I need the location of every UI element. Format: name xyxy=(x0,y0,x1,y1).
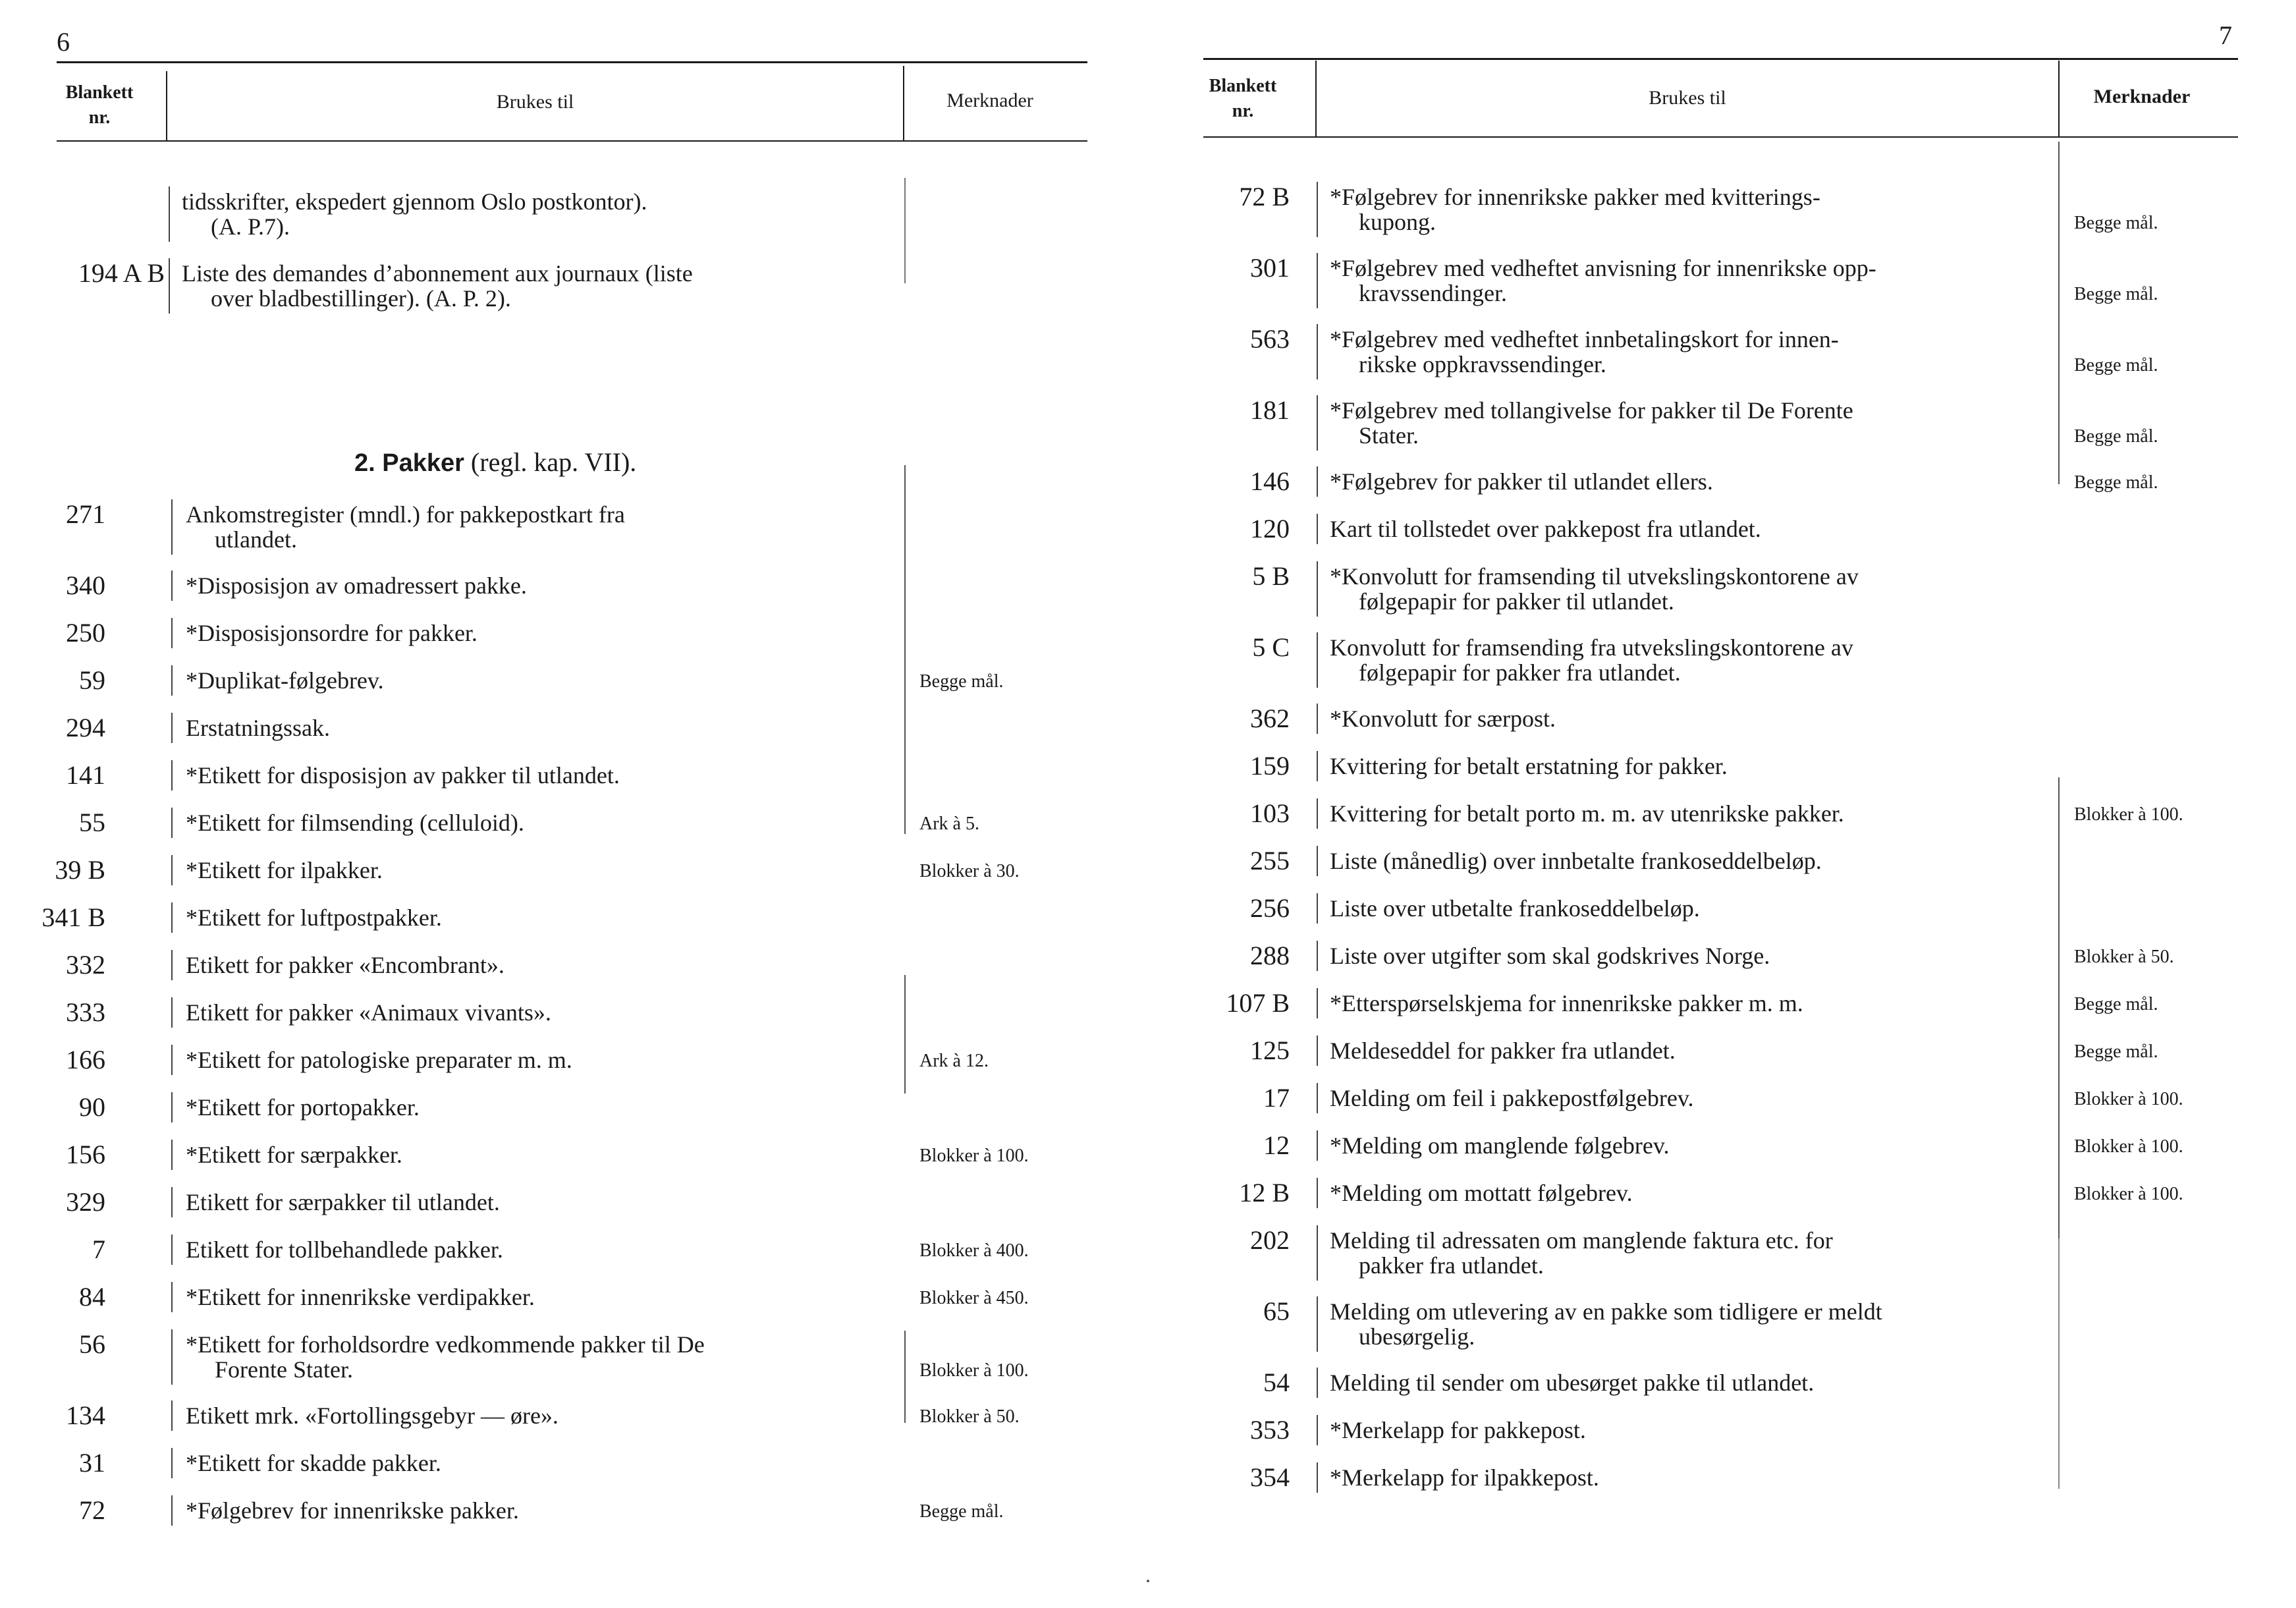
header-blankett-nr: Blankett nr. xyxy=(1209,76,1277,121)
entry-line: *Etikett for portopakker. xyxy=(186,1094,420,1121)
remark: Blokker à 100. xyxy=(2074,1184,2183,1204)
entry-description xyxy=(186,763,897,788)
entry-line: *Etikett for disposisjon av pakker til utlandet. xyxy=(186,762,620,789)
column-divider xyxy=(171,1400,173,1431)
remark: Blokker à 30. xyxy=(919,861,1020,881)
blankett-number: 59 xyxy=(79,665,105,695)
entry-line: rikske oppkravssendinger. xyxy=(1359,351,1606,377)
entry-description xyxy=(186,621,897,646)
column-divider xyxy=(1317,1036,1318,1066)
entry-line: kupong. xyxy=(1359,209,1436,235)
entry-description xyxy=(1330,991,2054,1016)
entry-line: Etikett for særpakker til utlandet. xyxy=(186,1189,500,1215)
blankett-number: 255 xyxy=(1250,846,1290,875)
blankett-number: 134 xyxy=(66,1400,105,1430)
entry-description xyxy=(186,502,897,552)
blankett-number: 12 B xyxy=(1239,1178,1290,1207)
blankett-number: 103 xyxy=(1250,798,1290,828)
entry-description xyxy=(1330,896,2054,921)
column-divider xyxy=(1317,561,1318,617)
entry-line: *Disposisjonsordre for pakker. xyxy=(186,620,478,646)
blankett-number: 362 xyxy=(1250,704,1290,733)
column-divider xyxy=(1317,1225,1318,1281)
entry-line: Erstatningssak. xyxy=(186,715,330,741)
entry-line: pakker fra utlandet. xyxy=(1359,1252,1544,1279)
entry-line: Liste (månedlig) over innbetalte frankoseddelbeløp. xyxy=(1330,848,1822,874)
blankett-number: 159 xyxy=(1250,751,1290,781)
notes-divider xyxy=(904,1331,906,1423)
header-blankett-nr: Blankett nr. xyxy=(65,82,134,128)
header-brukes-til: Brukes til xyxy=(1649,87,1726,109)
remark: Ark à 5. xyxy=(919,814,979,834)
column-divider xyxy=(169,186,170,242)
entry-line: Etikett mrk. «Fortollingsgebyr — øre». xyxy=(186,1402,559,1429)
header-top-rule xyxy=(57,61,1087,63)
right-page xyxy=(1148,0,2296,1608)
entry-description xyxy=(186,1332,897,1382)
column-divider xyxy=(171,1092,173,1123)
entry-description xyxy=(186,1285,897,1310)
entry-line: Forente Stater. xyxy=(215,1356,353,1383)
entry-description xyxy=(1330,635,2054,685)
entry-line: Melding til sender om ubesørget pakke til utlandet. xyxy=(1330,1370,1815,1396)
remark: Begge mål. xyxy=(2074,284,2158,304)
blankett-number: 54 xyxy=(1263,1368,1290,1397)
column-divider xyxy=(171,570,173,601)
entry-line: Liste over utgifter som skal godskrives Norge. xyxy=(1330,943,1770,969)
entry-line: *Etikett for særpakker. xyxy=(186,1142,402,1168)
column-divider xyxy=(171,855,173,885)
remark: Begge mål. xyxy=(919,671,1004,692)
column-divider xyxy=(171,665,173,696)
remark: Blokker à 100. xyxy=(2074,1089,2183,1109)
entry-line: Kvittering for betalt erstatning for pakker. xyxy=(1330,753,1728,779)
remark: Begge mål. xyxy=(919,1501,1004,1522)
entry-line: Etikett for tollbehandlede pakker. xyxy=(186,1236,503,1263)
column-divider xyxy=(1317,1368,1318,1398)
entry-description xyxy=(186,1000,897,1025)
column-divider xyxy=(171,1448,173,1478)
remark: Blokker à 100. xyxy=(919,1360,1029,1381)
entry-description xyxy=(1330,754,2054,779)
blankett-number: 333 xyxy=(66,997,105,1027)
entry-description xyxy=(1330,469,2054,494)
entry-line: tidsskrifter, ekspedert gjennom Oslo postkontor). xyxy=(182,188,647,215)
entry-description xyxy=(1330,1299,2054,1349)
blankett-number: 271 xyxy=(66,499,105,529)
entry-description xyxy=(1330,1133,2054,1158)
column-divider xyxy=(171,1045,173,1075)
column-divider xyxy=(171,808,173,838)
entry-line: Ankomstregister (mndl.) for pakkepostkart fra xyxy=(186,501,625,528)
column-divider xyxy=(1317,798,1318,829)
header-brukes-til: Brukes til xyxy=(496,91,574,113)
entry-description xyxy=(186,1095,897,1120)
header-bottom-rule xyxy=(57,140,1087,142)
entry-description xyxy=(186,1142,897,1167)
entry-line: *Etikett for patologiske preparater m. m. xyxy=(186,1047,572,1073)
blankett-number: 55 xyxy=(79,808,105,837)
entry-line: *Etikett for skadde pakker. xyxy=(186,1450,441,1476)
blankett-number: 340 xyxy=(66,570,105,600)
entry-description xyxy=(1330,398,2054,448)
remark: Blokker à 50. xyxy=(2074,947,2174,967)
entry-line: Etikett for pakker «Animaux vivants». xyxy=(186,999,551,1026)
remark: Blokker à 50. xyxy=(919,1406,1020,1427)
header-merknader: Merknader xyxy=(946,90,1033,111)
blankett-number: 329 xyxy=(66,1187,105,1217)
entry-line: *Etikett for filmsending (celluloid). xyxy=(186,810,524,836)
entry-description xyxy=(1330,516,2054,541)
entry-description xyxy=(1330,1465,2054,1490)
entry-line: *Disposisjon av omadressert pakke. xyxy=(186,572,527,599)
column-divider xyxy=(1317,253,1318,308)
remark: Begge mål. xyxy=(2074,426,2158,447)
column-divider xyxy=(1317,1083,1318,1113)
column-divider xyxy=(1317,1178,1318,1208)
column-divider xyxy=(1317,751,1318,781)
entry-line: Kart til tollstedet over pakkepost fra utlandet. xyxy=(1330,516,1761,542)
blankett-number: 17 xyxy=(1263,1083,1290,1113)
column-divider xyxy=(171,1282,173,1312)
entry-description xyxy=(186,573,897,598)
entry-description xyxy=(1330,1086,2054,1111)
blankett-number: 5 B xyxy=(1252,561,1290,591)
column-divider xyxy=(171,1187,173,1217)
remark: Ark à 12. xyxy=(919,1051,989,1071)
blankett-number: 56 xyxy=(79,1329,105,1359)
blankett-number: 156 xyxy=(66,1140,105,1169)
entry-line: *Følgebrev med vedheftet anvisning for innenrikske opp- xyxy=(1330,255,1876,281)
column-divider xyxy=(1317,1415,1318,1445)
remark: Begge mål. xyxy=(2074,994,2158,1014)
blankett-number: 72 B xyxy=(1239,182,1290,211)
entry-description xyxy=(1330,327,2054,377)
entry-line: *Etikett for luftpostpakker. xyxy=(186,904,442,931)
entry-description xyxy=(186,810,897,835)
blankett-number: 72 xyxy=(79,1495,105,1525)
entry-line: kravssendinger. xyxy=(1359,280,1507,306)
column-divider xyxy=(1317,893,1318,924)
entry-line: *Merkelapp for ilpakkepost. xyxy=(1330,1464,1599,1491)
column-divider xyxy=(1317,514,1318,544)
blankett-number: 146 xyxy=(1250,466,1290,496)
section-title-rest: (regl. kap. VII). xyxy=(464,447,637,477)
entry-line: *Melding om manglende følgebrev. xyxy=(1330,1132,1670,1159)
entry-line: (A. P.7). xyxy=(211,213,290,240)
blankett-number: 202 xyxy=(1250,1225,1290,1255)
entry-description xyxy=(186,1047,897,1072)
entry-line: *Melding om mottatt følgebrev. xyxy=(1330,1180,1633,1206)
remark: Blokker à 100. xyxy=(2074,804,2183,825)
entry-description xyxy=(186,905,897,930)
blankett-number: 166 xyxy=(66,1045,105,1074)
notes-divider xyxy=(2058,142,2060,484)
blankett-number: 39 B xyxy=(55,855,105,885)
entry-description xyxy=(1330,184,2054,235)
column-divider xyxy=(171,499,173,555)
column-divider xyxy=(1317,988,1318,1018)
column-divider xyxy=(171,713,173,743)
page-number: 6 xyxy=(57,27,70,57)
column-divider xyxy=(171,902,173,933)
column-divider xyxy=(171,618,173,648)
section-title-bold: 2. Pakker xyxy=(354,449,464,477)
column-divider xyxy=(1317,1462,1318,1493)
column-divider xyxy=(1317,324,1318,379)
blankett-number: 353 xyxy=(1250,1415,1290,1445)
blankett-number: 354 xyxy=(1250,1462,1290,1492)
column-divider xyxy=(1317,395,1318,451)
notes-divider xyxy=(2058,1238,2060,1489)
page-mark xyxy=(1147,1580,1149,1582)
page-number: 7 xyxy=(2219,20,2232,50)
entry-description xyxy=(186,1451,897,1476)
entry-description xyxy=(1330,1370,2054,1395)
entry-description xyxy=(1330,801,2054,826)
entry-line: *Konvolutt for framsending til utvekslingskontorene av xyxy=(1330,563,1859,590)
entry-line: *Etterspørselskjema for innenrikske pakker m. m. xyxy=(1330,990,1803,1016)
column-divider xyxy=(169,258,170,314)
entry-description xyxy=(186,715,897,740)
blankett-number: 5 C xyxy=(1252,632,1290,662)
remark: Begge mål. xyxy=(2074,213,2158,233)
blankett-number: 181 xyxy=(1250,395,1290,425)
entry-description xyxy=(1330,706,2054,731)
column-divider xyxy=(1317,182,1318,237)
blankett-number: 250 xyxy=(66,618,105,648)
entry-description xyxy=(182,261,900,311)
entry-line: Kvittering for betalt porto m. m. av utenrikske pakker. xyxy=(1330,800,1844,827)
entry-line: Konvolutt for framsending fra utvekslingskontorene av xyxy=(1330,634,1853,661)
column-divider xyxy=(1317,846,1318,876)
entry-line: *Følgebrev for pakker til utlandet ellers. xyxy=(1330,468,1713,495)
column-divider xyxy=(1317,632,1318,688)
section-title xyxy=(354,448,636,478)
entry-line: Melding om feil i pakkepostfølgebrev. xyxy=(1330,1085,1694,1111)
column-divider xyxy=(171,1140,173,1170)
blankett-number: 107 B xyxy=(1226,988,1290,1018)
blankett-number: 194 A B xyxy=(78,258,165,288)
entry-line: *Følgebrev med tollangivelse for pakker til De Forente xyxy=(1330,397,1853,424)
blankett-number: 7 xyxy=(92,1234,105,1264)
blankett-number: 65 xyxy=(1263,1296,1290,1326)
header-top-rule xyxy=(1203,58,2238,60)
column-divider xyxy=(171,760,173,790)
header-merknader: Merknader xyxy=(2093,86,2191,107)
entry-description xyxy=(186,1498,897,1523)
remark: Blokker à 450. xyxy=(919,1288,1029,1308)
entry-line: Liste over utbetalte frankoseddelbeløp. xyxy=(1330,895,1700,922)
column-divider xyxy=(171,1234,173,1265)
notes-divider xyxy=(2058,777,2060,1238)
blankett-number: 294 xyxy=(66,713,105,742)
blankett-number: 341 B xyxy=(41,902,105,932)
entry-line: *Konvolutt for særpost. xyxy=(1330,706,1556,732)
entry-line: Meldeseddel for pakker fra utlandet. xyxy=(1330,1038,1676,1064)
column-divider xyxy=(171,1329,173,1385)
blankett-number: 332 xyxy=(66,950,105,980)
entry-line: *Etikett for innenrikske verdipakker. xyxy=(186,1284,535,1310)
blankett-number: 31 xyxy=(79,1448,105,1478)
notes-divider xyxy=(904,178,906,283)
header-bottom-rule xyxy=(1203,136,2238,138)
entry-description xyxy=(186,1190,897,1215)
entry-description xyxy=(186,1237,897,1262)
entry-description xyxy=(1330,1228,2054,1278)
column-divider xyxy=(1317,941,1318,971)
column-divider xyxy=(171,950,173,980)
blankett-number: 84 xyxy=(79,1282,105,1312)
column-divider xyxy=(1317,1296,1318,1352)
blankett-number: 125 xyxy=(1250,1036,1290,1065)
entry-description xyxy=(186,668,897,693)
remark: Begge mål. xyxy=(2074,472,2158,493)
entry-line: Stater. xyxy=(1359,422,1419,449)
entry-line: *Duplikat-følgebrev. xyxy=(186,667,384,694)
entry-line: Melding om utlevering av en pakke som tidligere er meldt xyxy=(1330,1298,1882,1325)
blankett-number: 90 xyxy=(79,1092,105,1122)
blankett-number: 288 xyxy=(1250,941,1290,970)
remark: Blokker à 100. xyxy=(919,1146,1029,1166)
entry-description xyxy=(1330,1418,2054,1443)
entry-line: *Etikett for ilpakker. xyxy=(186,857,383,883)
entry-line: følgepapir for pakker fra utlandet. xyxy=(1359,659,1681,686)
remark: Blokker à 100. xyxy=(2074,1136,2183,1157)
entry-line: følgepapir for pakker til utlandet. xyxy=(1359,588,1674,615)
entry-description xyxy=(1330,564,2054,614)
notes-divider xyxy=(904,465,906,834)
blankett-number: 120 xyxy=(1250,514,1290,543)
entry-line: *Merkelapp for pakkepost. xyxy=(1330,1417,1586,1443)
entry-line: *Etikett for forholdsordre vedkommende pakker til De xyxy=(186,1331,705,1358)
blankett-number: 12 xyxy=(1263,1130,1290,1160)
entry-description xyxy=(186,1403,897,1428)
entry-description xyxy=(186,858,897,883)
column-divider xyxy=(1317,1130,1318,1161)
entry-description xyxy=(1330,943,2054,968)
remark: Begge mål. xyxy=(2074,1041,2158,1062)
entry-line: over bladbestillinger). (A. P. 2). xyxy=(211,285,511,312)
blankett-number: 301 xyxy=(1250,253,1290,283)
entry-description xyxy=(186,953,897,978)
entry-line: ubesørgelig. xyxy=(1359,1323,1475,1350)
entry-line: *Følgebrev for innenrikske pakker. xyxy=(186,1497,519,1524)
blankett-number: 563 xyxy=(1250,324,1290,354)
column-divider xyxy=(1317,704,1318,734)
entry-description xyxy=(1330,256,2054,306)
entry-line: Melding til adressaten om manglende faktura etc. for xyxy=(1330,1227,1833,1254)
remark: Begge mål. xyxy=(2074,355,2158,375)
entry-description xyxy=(182,189,900,239)
remark: Blokker à 400. xyxy=(919,1240,1029,1261)
column-divider xyxy=(171,1495,173,1526)
entry-line: *Følgebrev med vedheftet innbetalingskort for innen- xyxy=(1330,326,1839,352)
entry-line: utlandet. xyxy=(215,526,297,553)
entry-line: Liste des demandes d’abonnement aux journaux (liste xyxy=(182,260,693,287)
entry-description xyxy=(1330,1038,2054,1063)
blankett-number: 256 xyxy=(1250,893,1290,923)
column-divider xyxy=(171,997,173,1028)
entry-description xyxy=(1330,848,2054,873)
entry-line: *Følgebrev for innenrikske pakker med kvitterings- xyxy=(1330,184,1820,210)
entry-line: Etikett for pakker «Encombrant». xyxy=(186,952,505,978)
entry-description xyxy=(1330,1180,2054,1206)
notes-divider xyxy=(904,975,906,1094)
blankett-number: 141 xyxy=(66,760,105,790)
column-divider xyxy=(1317,466,1318,497)
